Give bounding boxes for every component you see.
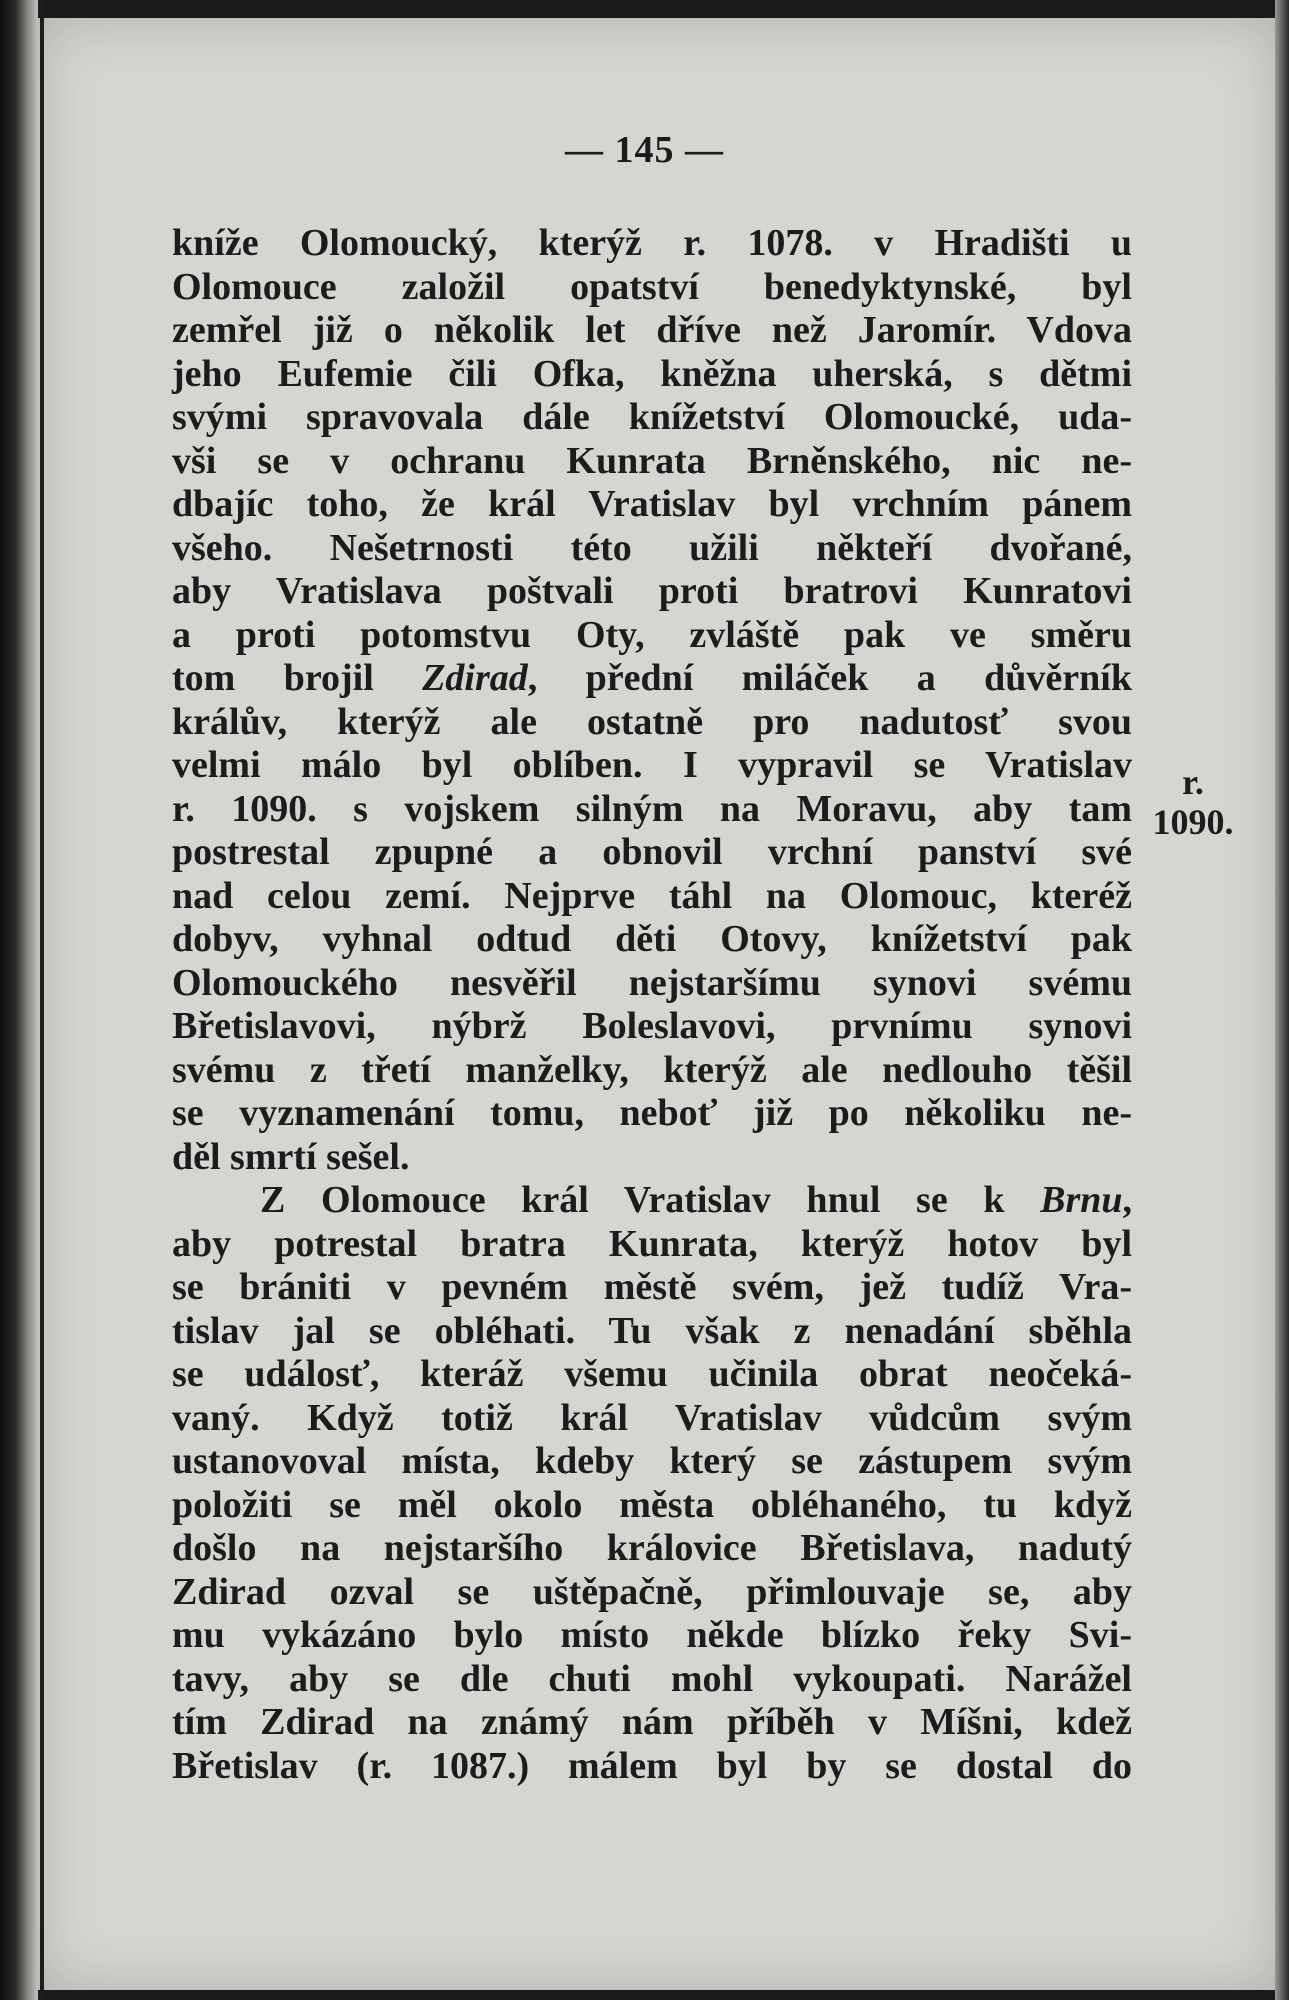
text-line: dbajíc toho, že král Vratislav byl vrchním pánem bbox=[172, 483, 1132, 525]
text-line: svými spravovala dále knížetství Olomoucké, uda- bbox=[172, 396, 1132, 438]
text-line: dobyv, vyhnal odtud děti Otovy, knížetství pak bbox=[172, 918, 1132, 960]
text-line: všeho. Nešetrnosti této užili někteří dvořané, bbox=[172, 526, 1132, 569]
body-text bbox=[172, 222, 1132, 1788]
text-line: jeho Eufemie čili Ofka, kněžna uherská, s dětmi bbox=[172, 352, 1132, 395]
text-line: nad celou zemí. Nejprve táhl na Olomouc, kteréž bbox=[172, 874, 1132, 917]
text-line: Zdirad ozval se uštěpačně, přimlouvaje se, aby bbox=[172, 1570, 1132, 1613]
text-line: r. 1090. s vojskem silným na Moravu, aby tam bbox=[172, 787, 1132, 830]
text-line-with-italic-name bbox=[172, 1179, 1132, 1223]
text-line-with-italic-name bbox=[172, 657, 1132, 701]
text-line: aby Vratislava poštvali proti bratrovi Kunratovi bbox=[172, 570, 1132, 612]
text-line: se brániti v pevném městě svém, jež tudíž Vra- bbox=[172, 1266, 1132, 1308]
text-segment: , přední miláček a důvěrník bbox=[527, 657, 1132, 699]
text-line: tislav jal se obléhati. Tu však z nenadání sběhla bbox=[172, 1309, 1132, 1352]
text-line: Olomouce založil opatství benedyktynské, byl bbox=[172, 265, 1132, 308]
scan-top-edge bbox=[0, 0, 1289, 18]
italic-name-brnu: Brnu bbox=[1040, 1179, 1123, 1221]
text-line: králův, kterýž ale ostatně pro nadutosť svou bbox=[172, 700, 1132, 743]
margin-year-note bbox=[1148, 762, 1238, 842]
text-line: a proti potomstvu Oty, zvláště pak ve směru bbox=[172, 613, 1132, 656]
text-segment: , bbox=[1122, 1179, 1132, 1221]
text-line: Břetislav (r. 1087.) málem byl by se dostal do bbox=[172, 1744, 1132, 1787]
text-line: kníže Olomoucký, kterýž r. 1078. v Hradišti u bbox=[172, 222, 1132, 264]
text-line: tavy, aby se dle chuti mohl vykoupati. Narážel bbox=[172, 1657, 1132, 1700]
text-line: děl smrtí sešel. bbox=[172, 1135, 410, 1178]
text-segment: tom brojil bbox=[172, 657, 423, 699]
page-gutter-line bbox=[40, 0, 44, 2000]
margin-note-line: 1090. bbox=[1152, 802, 1234, 842]
text-segment: Z Olomouce král Vratislav hnul se k bbox=[260, 1179, 1041, 1221]
text-line: velmi málo byl oblíben. I vypravil se Vratislav bbox=[172, 744, 1132, 786]
text-line: svému z třetí manželky, kterýž ale nedlouho těšil bbox=[172, 1048, 1132, 1091]
text-line: postrestal zpupné a obnovil vrchní panství své bbox=[172, 831, 1132, 873]
text-line: se událosť, kteráž všemu učinila obrat neočeká- bbox=[172, 1353, 1132, 1395]
text-line: se vyznamenání tomu, neboť již po několiku ne- bbox=[172, 1092, 1132, 1134]
text-line: vši se v ochranu Kunrata Brněnského, nic ne- bbox=[172, 439, 1132, 482]
text-line: vaný. Když totiž král Vratislav vůdcům svým bbox=[172, 1396, 1132, 1439]
text-line: mu vykázáno bylo místo někde blízko řeky Svi- bbox=[172, 1614, 1132, 1656]
text-line: aby potrestal bratra Kunrata, kterýž hotov byl bbox=[172, 1222, 1132, 1265]
text-line: tím Zdirad na známý nám příběh v Míšni, kdež bbox=[172, 1701, 1132, 1743]
italic-name-zdirad: Zdirad bbox=[422, 657, 528, 699]
text-line: ustanovoval místa, kdeby který se zástupem svým bbox=[172, 1440, 1132, 1482]
text-line: zemřel již o několik let dříve než Jaromír. Vdova bbox=[172, 309, 1132, 351]
margin-note-line: r. bbox=[1182, 762, 1204, 802]
page-number: — 145 — bbox=[565, 129, 724, 171]
text-line: položiti se měl okolo města obléhaného, tu když bbox=[172, 1483, 1132, 1526]
text-line: Olomouckého nesvěřil nejstaršímu synovi svému bbox=[172, 961, 1132, 1004]
scan-right-edge bbox=[1275, 0, 1289, 2000]
text-line: Břetislavovi, nýbrž Boleslavovi, prvnímu synovi bbox=[172, 1005, 1132, 1047]
book-spine-shadow bbox=[0, 0, 38, 2000]
text-line: došlo na nejstaršího královice Břetislava, nadutý bbox=[172, 1527, 1132, 1569]
